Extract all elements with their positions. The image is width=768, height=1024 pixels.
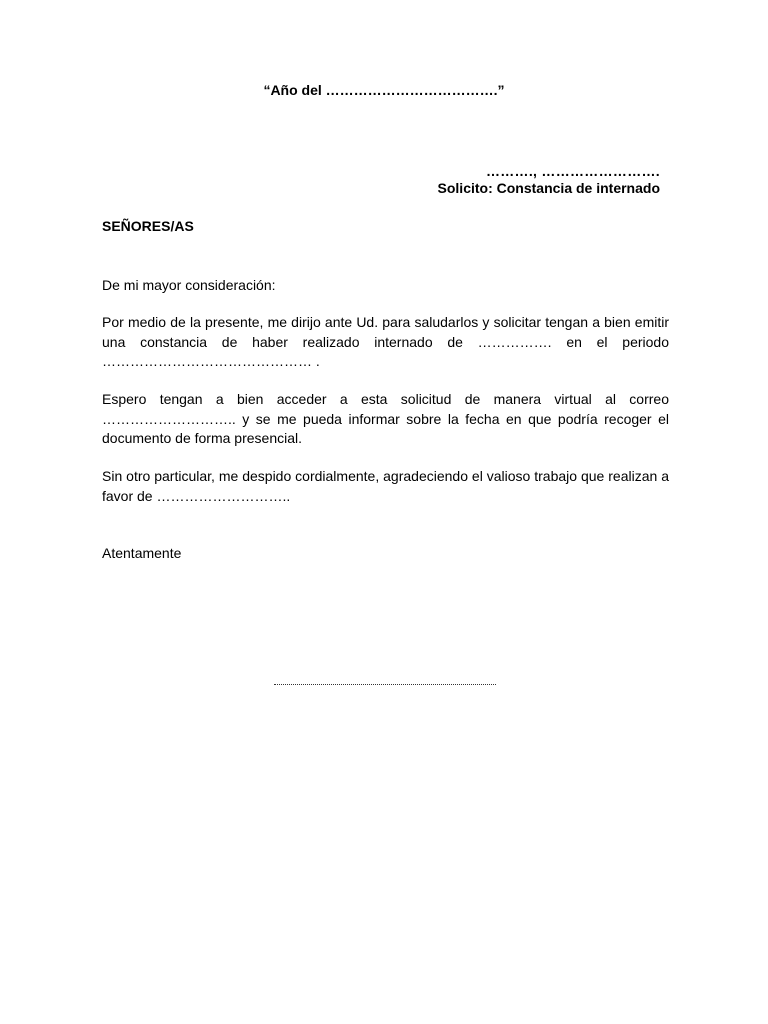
- closing: Atentamente: [102, 545, 182, 561]
- paragraph-email: Espero tengan a bien acceder a esta solicitud de manera virtual al correo ……………………….. y se me pueda informar sobre la fecha en que podría recoger el documento de forma presencial.: [102, 391, 669, 446]
- signature-line: [274, 684, 496, 685]
- subject-line: Solicito: Constancia de internado: [437, 180, 660, 196]
- greeting: De mi mayor consideración:: [102, 277, 276, 293]
- year-title: “Año del ……………………………….”: [263, 82, 505, 98]
- addressee: SEÑORES/AS: [102, 218, 194, 234]
- paragraph-farewell: Sin otro particular, me despido cordialmente, agradeciendo el valioso trabajo que realizan a favor de ………………………..: [102, 468, 669, 504]
- paragraph-request: Por medio de la presente, me dirijo ante Ud. para saludarlos y solicitar tengan a bien emitir una constancia de haber realizado internado de ……………. en el periodo ……………………………………… .: [102, 314, 669, 369]
- date-line: ………., …………………….: [485, 163, 660, 179]
